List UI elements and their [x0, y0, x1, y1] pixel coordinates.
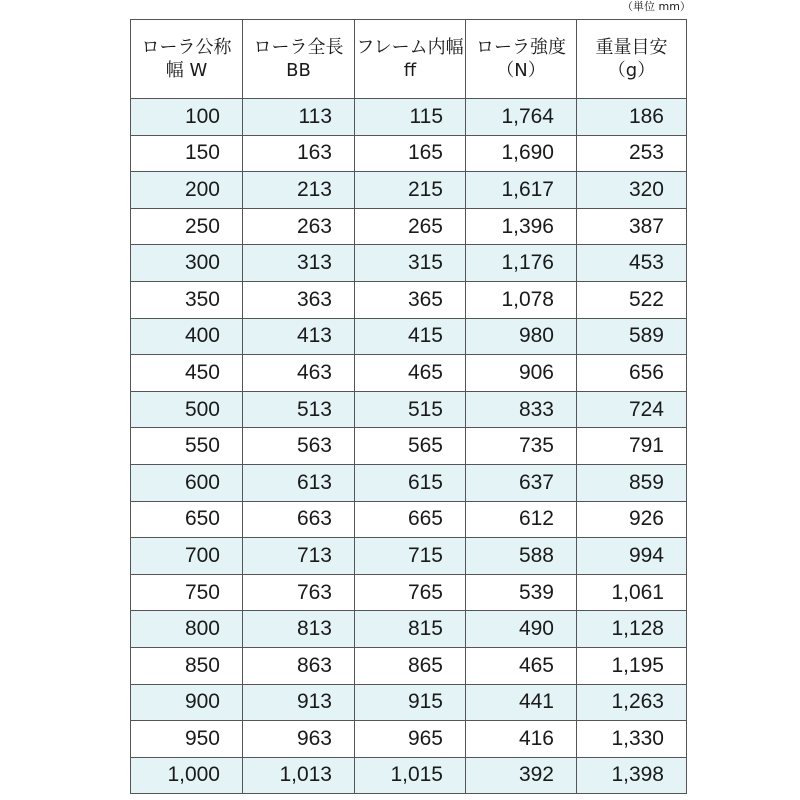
table-row — [131, 574, 687, 611]
weight-cell: 1,398 — [577, 757, 687, 794]
table-row — [131, 99, 687, 136]
roller-length-cell: 863 — [243, 647, 355, 684]
weight-cell: 926 — [577, 501, 687, 538]
roller-strength-cell: 1,764 — [466, 99, 577, 136]
roller-length-cell: 113 — [243, 99, 355, 136]
roller-strength-cell: 588 — [466, 538, 577, 575]
nominal-width-cell: 700 — [131, 538, 243, 575]
table-row — [131, 501, 687, 538]
roller-length-cell: 763 — [243, 574, 355, 611]
frame-inner-width-cell: 465 — [355, 355, 466, 392]
table-row — [131, 757, 687, 794]
roller-length-cell: 263 — [243, 208, 355, 245]
roller-length-cell: 463 — [243, 355, 355, 392]
roller-length-cell: 563 — [243, 428, 355, 465]
table-row — [131, 245, 687, 282]
frame-inner-width-cell: 265 — [355, 208, 466, 245]
nominal-width-cell: 200 — [131, 172, 243, 209]
nominal-width-cell: 300 — [131, 245, 243, 282]
table-row — [131, 647, 687, 684]
nominal-width-cell: 600 — [131, 464, 243, 501]
frame-inner-width-cell: 315 — [355, 245, 466, 282]
nominal-width-cell: 950 — [131, 721, 243, 758]
nominal-width-cell: 500 — [131, 391, 243, 428]
roller-strength-cell: 637 — [466, 464, 577, 501]
unit-label: （単位 mm） — [622, 0, 691, 13]
roller-length-cell: 363 — [243, 281, 355, 318]
frame-inner-width-cell: 365 — [355, 281, 466, 318]
weight-cell: 186 — [577, 99, 687, 136]
nominal-width-cell: 850 — [131, 647, 243, 684]
roller-length-cell: 813 — [243, 611, 355, 648]
weight-cell: 1,195 — [577, 647, 687, 684]
roller-strength-cell: 392 — [466, 757, 577, 794]
table-row — [131, 318, 687, 355]
roller-length-cell: 963 — [243, 721, 355, 758]
roller-strength-cell: 1,396 — [466, 208, 577, 245]
roller-strength-cell: 441 — [466, 684, 577, 721]
roller-strength-cell: 465 — [466, 647, 577, 684]
header-row — [131, 20, 687, 99]
frame-inner-width-cell: 415 — [355, 318, 466, 355]
roller-strength-cell: 490 — [466, 611, 577, 648]
frame-inner-width-cell: 715 — [355, 538, 466, 575]
weight-cell: 994 — [577, 538, 687, 575]
frame-inner-width-cell: 615 — [355, 464, 466, 501]
header-frame-inner-width: フレーム内幅 ff — [355, 20, 466, 99]
weight-cell: 320 — [577, 172, 687, 209]
nominal-width-cell: 400 — [131, 318, 243, 355]
header-roller-strength: ローラ強度 （N） — [466, 20, 577, 99]
nominal-width-cell: 750 — [131, 574, 243, 611]
table-row — [131, 428, 687, 465]
roller-strength-cell: 1,617 — [466, 172, 577, 209]
roller-length-cell: 163 — [243, 135, 355, 172]
nominal-width-cell: 450 — [131, 355, 243, 392]
weight-cell: 522 — [577, 281, 687, 318]
table-row — [131, 611, 687, 648]
roller-strength-cell: 1,690 — [466, 135, 577, 172]
weight-cell: 1,263 — [577, 684, 687, 721]
frame-inner-width-cell: 765 — [355, 574, 466, 611]
frame-inner-width-cell: 165 — [355, 135, 466, 172]
frame-inner-width-cell: 1,015 — [355, 757, 466, 794]
header-weight: 重量目安 （g） — [577, 20, 687, 99]
roller-length-cell: 313 — [243, 245, 355, 282]
nominal-width-cell: 550 — [131, 428, 243, 465]
roller-strength-cell: 735 — [466, 428, 577, 465]
roller-length-cell: 1,013 — [243, 757, 355, 794]
table-row — [131, 538, 687, 575]
frame-inner-width-cell: 665 — [355, 501, 466, 538]
weight-cell: 859 — [577, 464, 687, 501]
roller-length-cell: 513 — [243, 391, 355, 428]
roller-strength-cell: 906 — [466, 355, 577, 392]
roller-length-cell: 913 — [243, 684, 355, 721]
frame-inner-width-cell: 865 — [355, 647, 466, 684]
weight-cell: 253 — [577, 135, 687, 172]
table-row — [131, 684, 687, 721]
weight-cell: 1,128 — [577, 611, 687, 648]
nominal-width-cell: 800 — [131, 611, 243, 648]
frame-inner-width-cell: 915 — [355, 684, 466, 721]
roller-strength-cell: 539 — [466, 574, 577, 611]
table-row — [131, 355, 687, 392]
header-nominal-width: ローラ公称 幅 W — [131, 20, 243, 99]
nominal-width-cell: 100 — [131, 99, 243, 136]
roller-strength-cell: 1,078 — [466, 281, 577, 318]
table-row — [131, 135, 687, 172]
roller-length-cell: 663 — [243, 501, 355, 538]
roller-strength-cell: 833 — [466, 391, 577, 428]
table-row — [131, 281, 687, 318]
roller-strength-cell: 980 — [466, 318, 577, 355]
nominal-width-cell: 650 — [131, 501, 243, 538]
weight-cell: 589 — [577, 318, 687, 355]
weight-cell: 724 — [577, 391, 687, 428]
header-roller-length: ローラ全長 BB — [243, 20, 355, 99]
table-row — [131, 464, 687, 501]
roller-length-cell: 413 — [243, 318, 355, 355]
nominal-width-cell: 150 — [131, 135, 243, 172]
roller-length-cell: 613 — [243, 464, 355, 501]
roller-strength-cell: 416 — [466, 721, 577, 758]
frame-inner-width-cell: 115 — [355, 99, 466, 136]
table-row — [131, 721, 687, 758]
roller-strength-cell: 1,176 — [466, 245, 577, 282]
table-body — [131, 99, 687, 794]
weight-cell: 656 — [577, 355, 687, 392]
frame-inner-width-cell: 215 — [355, 172, 466, 209]
frame-inner-width-cell: 965 — [355, 721, 466, 758]
roller-spec-table — [130, 19, 687, 794]
weight-cell: 791 — [577, 428, 687, 465]
weight-cell: 1,061 — [577, 574, 687, 611]
table-row — [131, 391, 687, 428]
weight-cell: 387 — [577, 208, 687, 245]
table-row — [131, 208, 687, 245]
frame-inner-width-cell: 515 — [355, 391, 466, 428]
weight-cell: 453 — [577, 245, 687, 282]
roller-length-cell: 713 — [243, 538, 355, 575]
frame-inner-width-cell: 565 — [355, 428, 466, 465]
nominal-width-cell: 250 — [131, 208, 243, 245]
table-row — [131, 172, 687, 209]
nominal-width-cell: 350 — [131, 281, 243, 318]
roller-strength-cell: 612 — [466, 501, 577, 538]
nominal-width-cell: 1,000 — [131, 757, 243, 794]
weight-cell: 1,330 — [577, 721, 687, 758]
frame-inner-width-cell: 815 — [355, 611, 466, 648]
roller-length-cell: 213 — [243, 172, 355, 209]
nominal-width-cell: 900 — [131, 684, 243, 721]
